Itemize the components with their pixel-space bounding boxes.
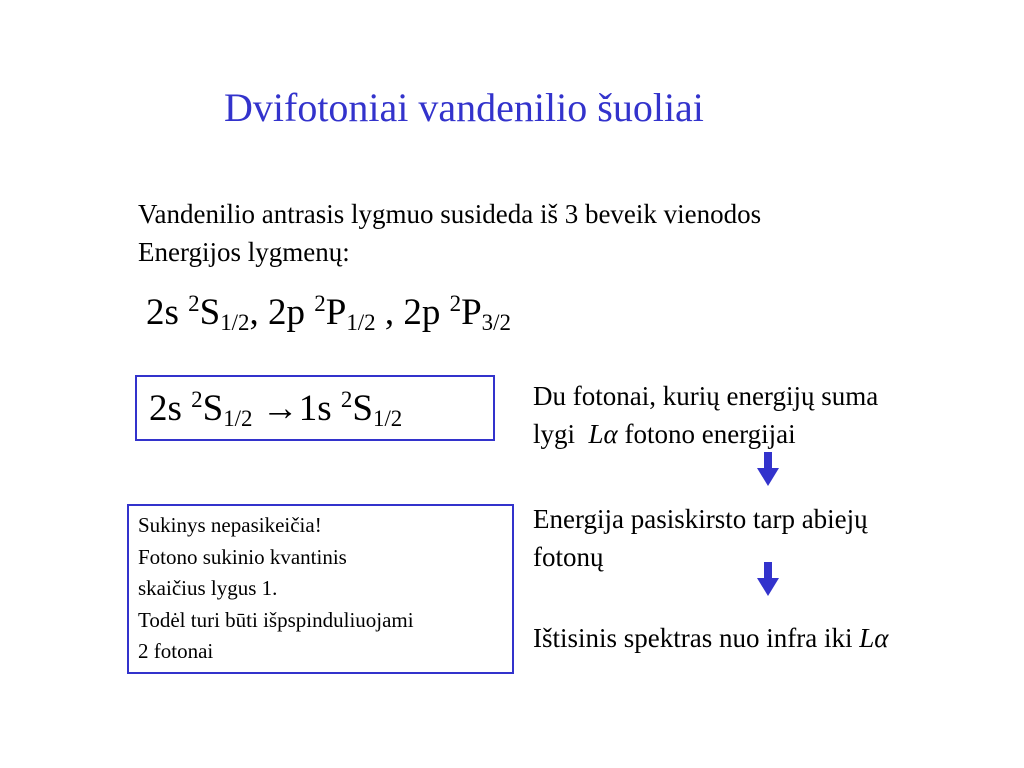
spin-note-line: Todėl turi būti išpspinduliuojami [138,607,414,632]
spin-note-text [138,510,414,668]
transition-superscript: 2 [340,387,353,413]
lyman-alpha-symbol: Lα [859,623,889,653]
intro-line-1: Vandenilio antrasis lygmuo susideda iš 3 beveik vienodos [138,199,762,229]
step-energy-split [533,500,868,576]
step-2-line-2: fotonų [533,542,604,572]
levels-subscript: 1/2 [220,310,250,336]
transition-part: 1s [298,388,341,429]
levels-superscript: 2 [449,291,462,317]
levels-part: , 2p [375,292,450,333]
transition-formula [149,387,402,430]
spin-note-line: skaičius lygus 1. [138,576,278,600]
levels-superscript: 2 [314,291,326,317]
step-3-text: Ištisinis spektras nuo infra iki [533,623,860,653]
levels-subscript: 3/2 [481,310,511,336]
step-continuous-spectrum [533,619,888,657]
spin-note-box [127,504,514,674]
transition-arrow-icon: → [252,388,299,429]
spin-note-line: 2 fotonai [138,639,214,663]
transition-box [135,375,495,441]
slide-title: Dvifotoniai vandenilio šuoliai [224,85,704,130]
transition-part: S [352,388,373,429]
levels-part: 2s [146,292,189,333]
levels-part: P [325,292,347,333]
levels-subscript: 1/2 [346,310,376,336]
transition-superscript: 2 [191,387,203,413]
transition-part: S [202,388,224,429]
levels-part: P [461,292,482,333]
levels-part: , 2p [249,292,315,333]
transition-part: 2s [149,388,192,429]
intro-line-2: Energijos lygmenų: [138,237,350,267]
spin-note-line: Sukinys nepasikeičia! [138,513,322,537]
step-1-text: fotono energijai [617,419,796,449]
step-1-line-2 [533,415,878,453]
intro-text [138,195,761,271]
arrow-down-icon [757,452,779,486]
step-1-text: lygi [533,419,589,449]
step-1-line-1: Du fotonai, kurių energijų suma [533,381,879,411]
levels-part: S [199,292,221,333]
lyman-alpha-symbol: Lα [588,419,618,449]
transition-subscript: 1/2 [372,406,403,432]
energy-levels-formula [146,291,511,334]
step-two-photons [533,377,878,453]
arrow-down-icon [757,562,779,596]
levels-superscript: 2 [188,291,200,317]
transition-subscript: 1/2 [223,406,253,432]
step-2-line-1: Energija pasiskirsto tarp abiejų [533,504,868,534]
spin-note-line: Fotono sukinio kvantinis [138,544,347,569]
